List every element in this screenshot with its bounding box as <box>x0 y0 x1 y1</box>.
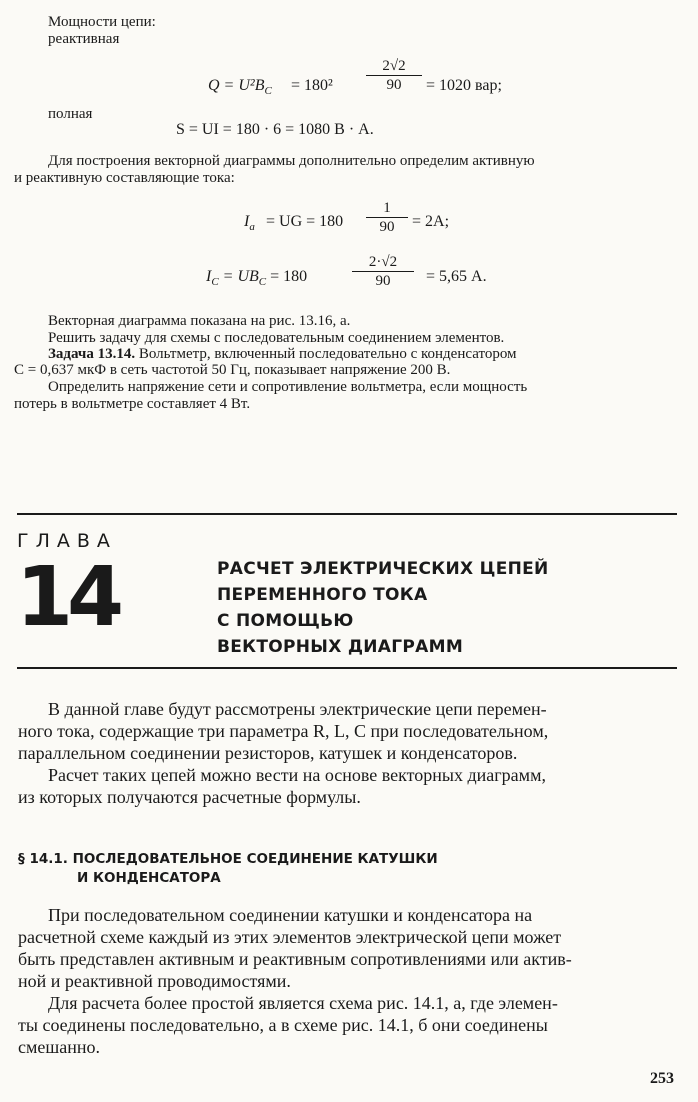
section-line: ты соединены последовательно, а в схеме рис. 14.1, б они соединены <box>18 1015 548 1035</box>
chapter-top-rule <box>17 513 677 515</box>
vector-paragraph-line-2: и реактивную составляющие тока: <box>14 170 235 186</box>
chapter-bottom-rule <box>17 667 677 669</box>
chapter-title-line: ВЕКТОРНЫХ ДИАГРАММ <box>217 637 464 657</box>
chapter-number: 14 <box>16 550 119 645</box>
section-heading: § 14.1. ПОСЛЕДОВАТЕЛЬНОЕ СОЕДИНЕНИЕ КАТУШКИ <box>18 851 438 867</box>
task-line-2: C = 0,637 мкФ в сеть частотой 50 Гц, показывает напряжение 200 В. <box>14 362 451 378</box>
solve-line: Решить задачу для схемы с последовательным соединением элементов. <box>48 330 505 346</box>
power-label: Мощности цепи: <box>48 14 156 30</box>
task-line-1: Задача 13.14. Вольтметр, включенный последовательно с конденсатором <box>48 346 517 362</box>
reactive-label: реактивная <box>48 31 120 47</box>
chapter-title-line: РАСЧЕТ ЭЛЕКТРИЧЕСКИХ ЦЕПЕЙ <box>217 559 549 579</box>
chapter-title <box>217 556 549 660</box>
section-line: При последовательном соединении катушки и конденсатора на <box>48 905 533 925</box>
task-label: Задача 13.14. <box>48 346 136 362</box>
full-label: полная <box>48 106 93 122</box>
intro-line: параллельном соединении резисторов, катушек и конденсаторов. <box>18 743 518 763</box>
section-line: быть представлен активным и реактивным сопротивлениями или актив- <box>18 949 572 969</box>
chapter-title-line: ПЕРЕМЕННОГО ТОКА <box>217 585 428 605</box>
equation-s: S = UI = 180 · 6 = 1080 В · А. <box>176 121 374 138</box>
section-line: Для расчета более простой является схема рис. 14.1, а, где элемен- <box>48 993 558 1013</box>
intro-line: ного тока, содержащие три параметра R, L, C при последовательном, <box>18 721 549 741</box>
intro-line: В данной главе будут рассмотрены электрические цепи перемен- <box>48 699 547 719</box>
intro-line: Расчет таких цепей можно вести на основе векторных диаграмм, <box>48 765 546 785</box>
section-line: смешанно. <box>18 1037 100 1057</box>
vector-paragraph-line-1: Для построения векторной диаграммы дополнительно определим активную <box>48 153 535 169</box>
section-line: расчетной схеме каждый из этих элементов электрической цепи может <box>18 927 562 947</box>
task-line-3: Определить напряжение сети и сопротивление вольтметра, если мощность <box>48 379 528 395</box>
chapter-label: ГЛАВА <box>17 530 117 552</box>
task-line-4: потерь в вольтметре составляет 4 Вт. <box>14 396 251 412</box>
figure-reference: Векторная диаграмма показана на рис. 13.16, а. <box>48 313 351 329</box>
chapter-title-line: С ПОМОЩЬЮ <box>217 611 354 631</box>
section-line: ной и реактивной проводимостями. <box>18 971 291 991</box>
section-heading-line-2: И КОНДЕНСАТОРА <box>77 870 221 886</box>
page-number: 253 <box>650 1070 674 1087</box>
intro-line: из которых получаются расчетные формулы. <box>18 787 361 807</box>
